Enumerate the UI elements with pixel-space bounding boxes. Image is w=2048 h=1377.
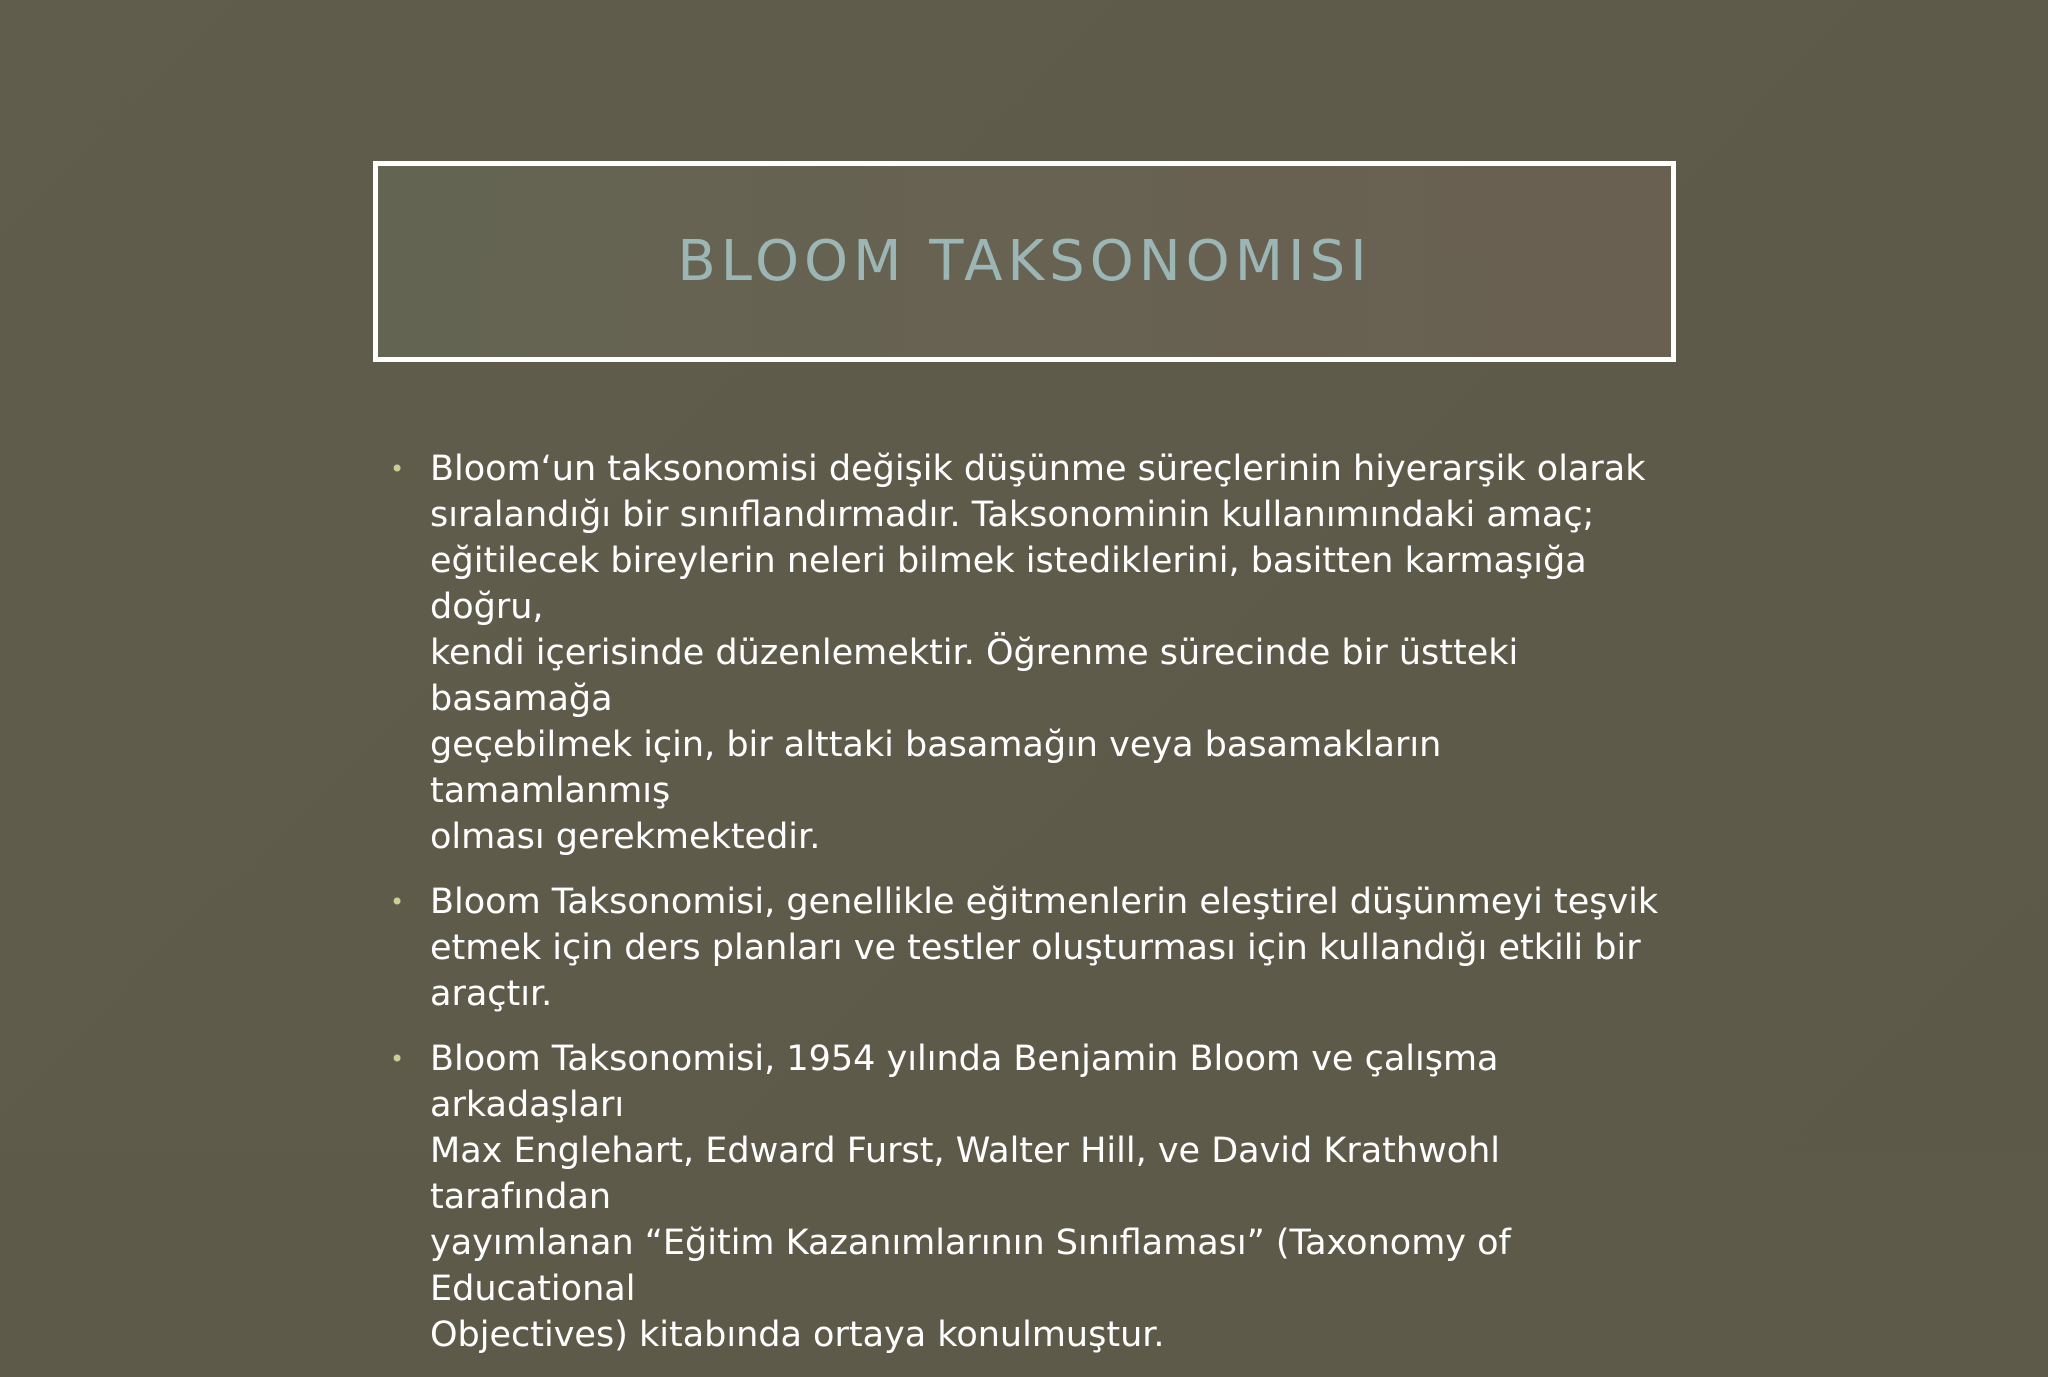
bullet-item [390, 446, 1675, 860]
bullet-text: Bloom Taksonomisi, genellikle eğitmenlerin eleştirel düşünmeyi teşvik etmek için ders planları ve testler oluşturması için kullandığı etkili bir araçtır. [430, 882, 1659, 1014]
bullet-dot-icon: • [390, 1045, 405, 1073]
bullet-text: Bloom‘un taksonomisi değişik düşünme süreçlerinin hiyerarşik olarak sıralandığı bir sınıflandırmadır. Taksonominin kullanımındaki amaç; eğitilecek bireylerin neleri bilmek istediklerini, basitten karmaşığa doğru, kendi içerisinde düzenlemektir. Öğrenme sürecinde bir üstteki basamağa geçebilmek için, bir alttaki basamağın veya basamakların tamamlanmış olması gerekmektedir. [430, 449, 1646, 857]
bullet-item [390, 879, 1675, 1017]
slide-title: BLOOM TAKSONOMISI [677, 228, 1372, 294]
bullet-list [390, 446, 1675, 1377]
bullet-dot-icon: • [390, 888, 405, 916]
bullet-text: Bloom Taksonomisi, 1954 yılında Benjamin Bloom ve çalışma arkadaşları Max Englehart, Edward Furst, Walter Hill, ve David Krathwohl tarafından yayımlanan “Eğitim Kazanımlarının Sınıflaması” (Taxonomy of Educational Objectives) kitabında ortaya konulmuştur. [430, 1039, 1511, 1355]
bullet-dot-icon: • [390, 455, 405, 483]
title-frame [373, 161, 1676, 362]
bullet-item [390, 1036, 1675, 1358]
